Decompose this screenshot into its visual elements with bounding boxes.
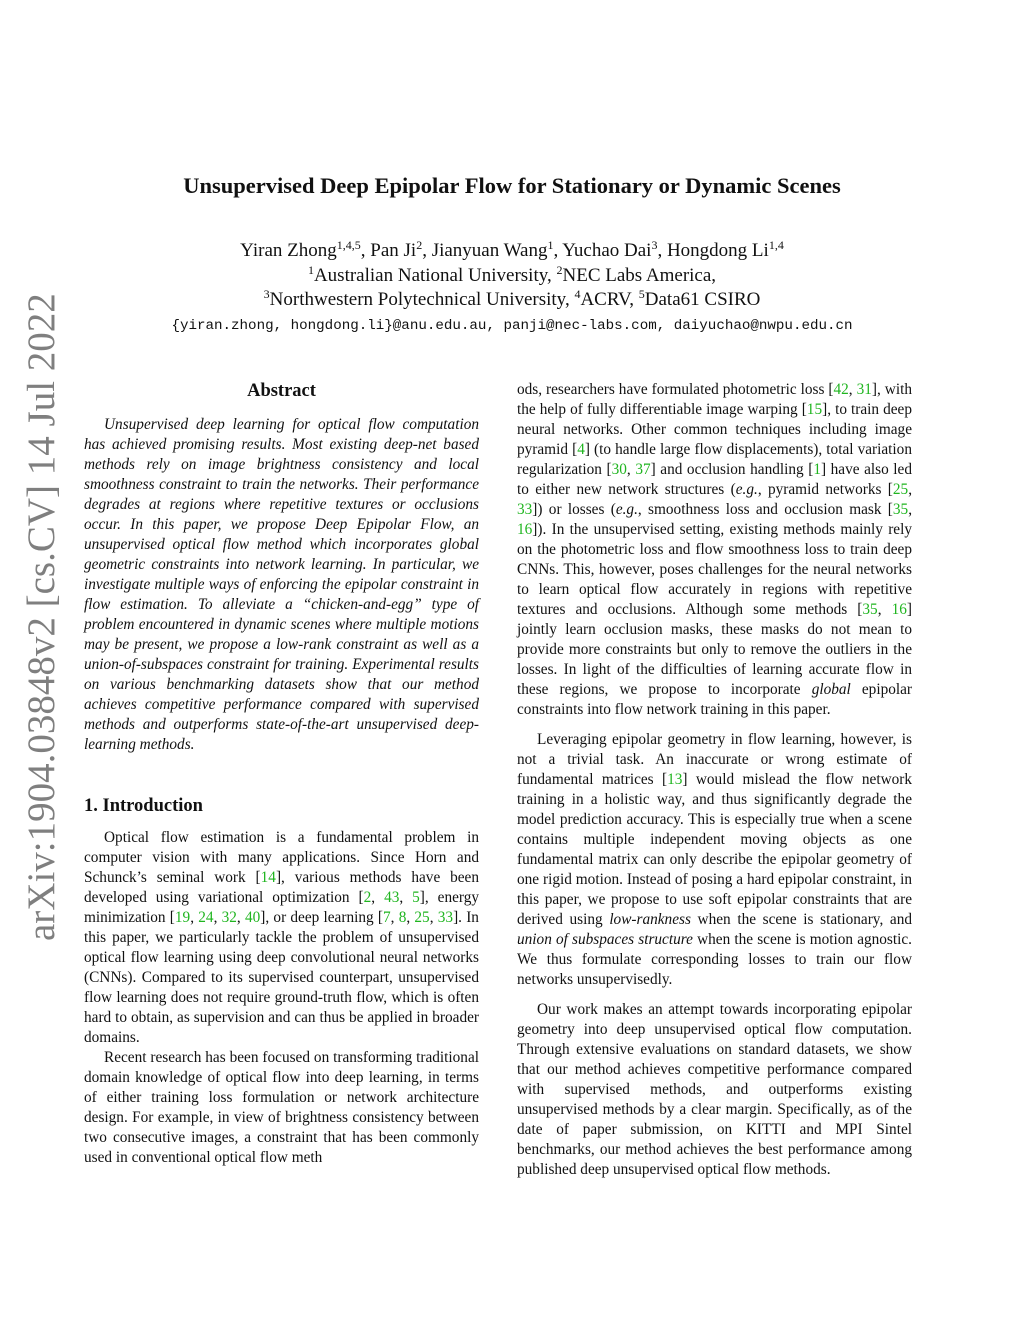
- citation-link[interactable]: 16: [891, 601, 907, 618]
- citation-link[interactable]: 19: [174, 909, 191, 926]
- author-affiliation-mark: 2: [416, 238, 423, 252]
- paragraph-text-run: ] have also led to either new network structures (: [517, 461, 912, 498]
- citation-link[interactable]: 15: [806, 401, 823, 418]
- emphasis-text: global: [811, 681, 851, 698]
- paragraph-text-run: when the scene is stationary, and: [690, 911, 912, 928]
- author-affiliation-mark: 3: [651, 238, 658, 252]
- citation-link[interactable]: 32: [221, 909, 237, 926]
- affiliation-mark: 4: [574, 287, 581, 301]
- citation-link[interactable]: 8: [398, 909, 407, 926]
- paragraph-text-run: ,: [399, 889, 413, 906]
- paragraph-text-run: ,: [877, 601, 892, 618]
- author-names: Yiran Zhong$^{1,4,5}$, Pan Ji$^2$, Jianyuan Wang$^1$, Yuchao Dai$^3$, Hongdong Li$^{1,4}$: [240, 238, 784, 261]
- arxiv-identifier: arXiv:1904.03848v2 [cs.CV] 14 Jul 2022: [20, 293, 63, 941]
- affiliation-name: Australian National University: [313, 264, 547, 286]
- citation-link[interactable]: 33: [517, 501, 533, 518]
- author-name: Pan Ji: [370, 240, 417, 261]
- paragraph-text-run: ,: [236, 909, 245, 926]
- affiliation-mark: 3: [263, 287, 270, 301]
- affiliation-line: $^3$Northwestern Polytechnical University, $^4$ACRV, $^5$Data61 CSIRO: [263, 287, 761, 310]
- citation-link[interactable]: 40: [244, 909, 261, 926]
- paragraph-text-run: Recent research has been focused on transforming traditional domain knowledge of optical flow into deep learning, in terms of either training loss formulation or network architecture design. For example, in view of brightness consistency between two consecutive images, a constraint that has been commonly used in conventional optical flow meth: [84, 1049, 479, 1166]
- intro-paragraph-3: [517, 730, 912, 990]
- citation-link[interactable]: 7: [382, 909, 391, 926]
- citation-link[interactable]: 24: [198, 909, 214, 926]
- emphasis-text: e.g.: [615, 501, 638, 518]
- paragraph-text-run: , smoothness loss and occlusion mask [: [637, 501, 893, 518]
- citation-link[interactable]: 33: [437, 909, 454, 926]
- emphasis-text: low-rankness: [609, 911, 691, 928]
- citation-link[interactable]: 25: [892, 481, 909, 498]
- author-name: Yiran Zhong: [240, 240, 337, 261]
- author-name: Yuchao Dai: [562, 240, 652, 261]
- citation-link[interactable]: 35: [892, 501, 909, 518]
- citation-link[interactable]: 37: [635, 461, 651, 478]
- affiliation-name: ACRV: [580, 289, 630, 310]
- affiliation-name: Northwestern Polytechnical University: [269, 289, 565, 310]
- paragraph-text-run: , pyramid networks [: [757, 481, 893, 498]
- paragraph-text-run: ], various methods have been developed using variational optimization [: [84, 869, 479, 906]
- paragraph-text-run: ,: [626, 461, 636, 478]
- affiliation-mark: 2: [556, 262, 563, 277]
- citation-link[interactable]: 13: [667, 771, 683, 788]
- citation-link[interactable]: 31: [856, 381, 872, 398]
- citation-link[interactable]: 1: [813, 461, 821, 478]
- paragraph-text-run: ,: [848, 381, 857, 398]
- citation-link[interactable]: 35: [862, 601, 878, 618]
- paragraph-text-run: Our work makes an attempt towards incorporating epipolar geometry into deep unsupervised optical flow computation. Through extensive evaluations on standard datasets, we show that our method achieves competitive performance compared with supervised methods, and outperforms existing unsupervised methods by a clear margin. Specifically, as of the date of paper submission, on KITTI and MPI Sintel benchmarks, our method achieves the best performance among published deep unsupervised optical flow methods.: [517, 1001, 912, 1178]
- paragraph-text-run: ]. In this paper, we particularly tackle the problem of unsupervised optical flow learning using deep convolutional neural networks (CNNs). Compared to its supervised counterpart, unsupervised flow learning does not require ground-truth flow, which is often hard to obtain, as supervision and can thus be applied in broader domains.: [84, 909, 479, 1046]
- author-name: Jianyuan Wang: [431, 240, 548, 261]
- paragraph-text-run: ] jointly learn occlusion masks, these masks do not mean to provide more constraints but only to remove the outliers in the losses. In light of the difficulties of learning accurate flow in these regions, we propose to incorporate: [517, 601, 912, 698]
- citation-link[interactable]: 43: [384, 889, 400, 906]
- paragraph-text-run: Leveraging epipolar geometry in flow learning, however, is not a trivial task. An inaccurate or wrong estimate of fundamental matrices [: [517, 731, 912, 788]
- author-block: [0, 239, 1024, 338]
- author-affiliation-mark: 1: [547, 238, 554, 252]
- intro-paragraph-2-continued: [517, 380, 912, 720]
- abstract-heading: Abstract: [247, 381, 316, 401]
- affiliation-mark: 1: [307, 262, 314, 277]
- paragraph-text-run: ,: [429, 909, 438, 926]
- affiliation-line: $^1$Australian National University, $^2$NEC Labs America,: [307, 262, 717, 286]
- citation-link[interactable]: 14: [260, 869, 276, 886]
- paragraph-text-run: ]) or losses (: [532, 501, 616, 518]
- affiliation-name: NEC Labs America: [562, 264, 712, 286]
- paragraph-text-run: ,: [190, 909, 199, 926]
- paragraph-text-run: ], or deep learning [: [260, 909, 383, 926]
- affiliation-name: Data61 CSIRO: [644, 289, 761, 310]
- section-heading-introduction: 1. Introduction: [84, 796, 203, 816]
- citation-link[interactable]: 4: [577, 441, 585, 458]
- paragraph-text-run: ] (to handle large flow displacements), total variation regularization [: [517, 441, 912, 478]
- paragraph-text-run: epipolar constraints into flow network training in this paper.: [517, 681, 912, 718]
- intro-paragraph-4: [517, 1000, 912, 1180]
- paragraph-text-run: ,: [908, 481, 913, 498]
- paragraph-text-run: ]). In the unsupervised setting, existing methods mainly rely on the photometric loss and flow smoothness loss to train deep CNNs. This, however, poses challenges for the neural networks to learn optical flow accurately in regions with repetitive textures and occlusions. Although some methods [: [517, 521, 912, 618]
- left-column: [84, 380, 479, 1168]
- citation-link[interactable]: 2: [363, 889, 372, 906]
- paragraph-text-run: ] would mislead the flow network training in a holistic way, and thus significantly degrade the model prediction accuracy. This is especially true when a scene contains multiple independent moving objects as one fundamental matrix can only describe the epipolar geometry of one rigid motion. Instead of posing a hard epipolar constraint, in this paper, we propose to use soft epipolar constraints that are derived using: [517, 771, 913, 928]
- paragraph-text-run: when the scene is motion agnostic. We thus formulate corresponding losses to train our flow networks unsupervisedly.: [517, 931, 912, 988]
- author-name: Hongdong Li: [666, 240, 769, 261]
- affiliation-mark: 5: [638, 287, 645, 301]
- author-affiliation-mark: 1,4,5: [336, 238, 361, 252]
- abstract-text: Unsupervised deep learning for optical flow computation has achieved promising results. Most existing deep-net based methods rely on image brightness consistency and local smoothness constraint to train the networks. Their performance degrades at regions where repetitive textures or occlusions occur. In this paper, we propose Deep Epipolar Flow, an unsupervised optical flow method which incorporates global geometric constraints into network learning. In particular, we investigate multiple ways of enforcing the epipolar constraint in flow estimation. To alleviate a “chicken-and-egg” type of problem encountered in dynamic scenes where multiple motions may be present, we propose a low-rank constraint as well as a union-of-subspaces constraint for training. Experimental results on various benchmarking datasets show that our method achieves competitive performance compared with supervised methods and outperforms state-of-the-art unsupervised deep-learning methods.: [84, 416, 479, 753]
- paragraph-text-run: ,: [213, 909, 222, 926]
- author-affiliation-mark: 1,4: [768, 238, 784, 252]
- citation-link[interactable]: 16: [517, 521, 533, 538]
- author-emails: {yiran.zhong, hongdong.li}@anu.edu.au, panji@nec-labs.com, daiyuchao@nwpu.edu.cn: [171, 317, 853, 334]
- intro-paragraph-1: [84, 828, 479, 1048]
- paragraph-text-run: ] and occlusion handling [: [650, 461, 814, 478]
- right-column: [517, 380, 912, 1180]
- paper-title: Unsupervised Deep Epipolar Flow for Stationary or Dynamic Scenes: [183, 173, 841, 198]
- paragraph-text-run: ,: [908, 501, 913, 518]
- paragraph-text-run: ,: [371, 889, 385, 906]
- citation-link[interactable]: 25: [414, 909, 430, 926]
- paragraph-text-run: ], with the help of fully differentiable image warping [: [517, 381, 912, 418]
- paragraph-text-run: ], to train deep neural networks. Other common techniques including image pyramid [: [517, 401, 912, 458]
- emphasis-text: e.g.: [735, 481, 758, 498]
- citation-link[interactable]: 30: [611, 461, 627, 478]
- paragraph-text-run: Optical flow estimation is a fundamental problem in computer vision with many applications. Since Horn and Schunck’s seminal work [: [84, 829, 479, 886]
- citation-link[interactable]: 42: [833, 381, 849, 398]
- intro-paragraph-2: [84, 1048, 479, 1168]
- emphasis-text: union of subspaces structure: [517, 931, 693, 948]
- citation-link[interactable]: 5: [412, 889, 420, 906]
- paragraph-text-run: ,: [390, 909, 399, 926]
- paragraph-text-run: ], energy minimization [: [84, 889, 480, 926]
- paragraph-text-run: ods, researchers have formulated photometric loss [: [517, 381, 834, 398]
- paragraph-text-run: ,: [406, 909, 415, 926]
